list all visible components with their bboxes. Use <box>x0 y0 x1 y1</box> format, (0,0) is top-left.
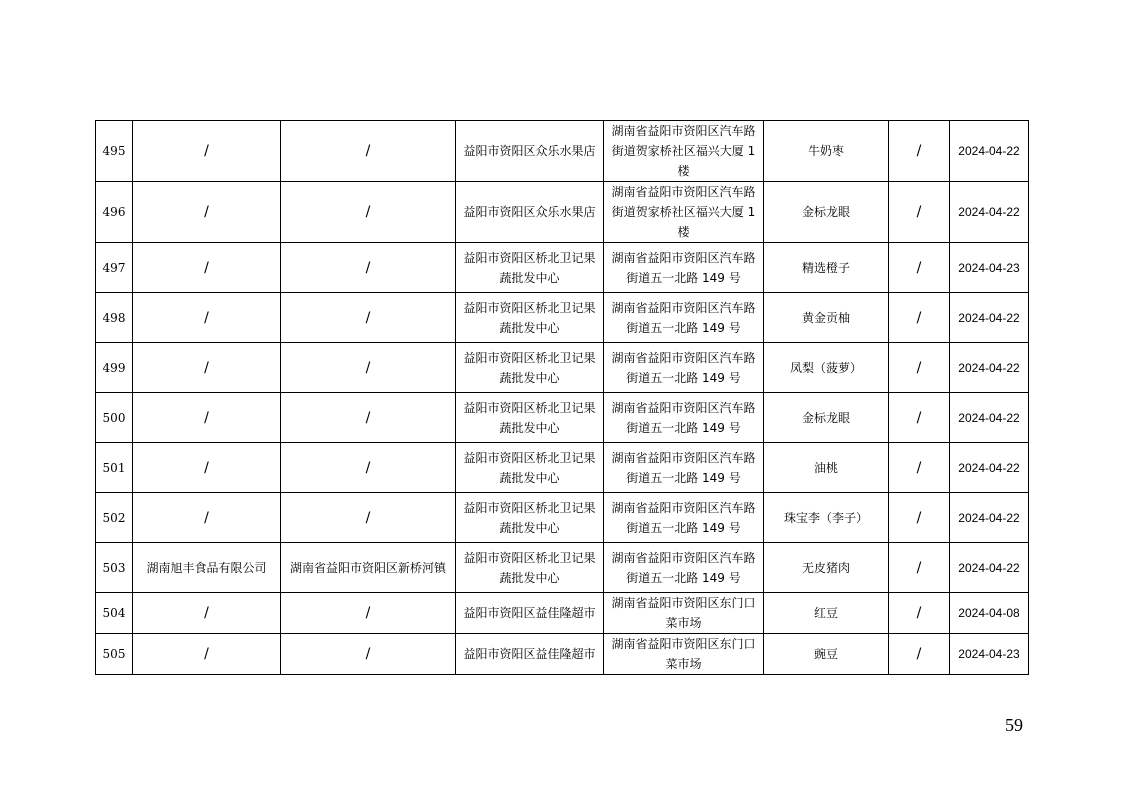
table-row <box>96 593 1029 634</box>
producer-name-cell: / <box>133 593 281 634</box>
specification-cell: / <box>889 121 950 182</box>
row-number-cell: 495 <box>96 121 133 182</box>
row-number-cell: 502 <box>96 493 133 543</box>
seller-name-cell: 益阳市资阳区桥北卫记果蔬批发中心 <box>456 343 604 393</box>
table-row <box>96 634 1029 675</box>
producer-name-cell: / <box>133 293 281 343</box>
specification-cell: / <box>889 343 950 393</box>
product-name-cell: 金标龙眼 <box>764 393 889 443</box>
seller-name-cell: 益阳市资阳区桥北卫记果蔬批发中心 <box>456 443 604 493</box>
producer-address-cell: / <box>281 443 456 493</box>
sampling-date-cell: 2024-04-22 <box>950 543 1029 593</box>
table-row <box>96 182 1029 243</box>
seller-name-cell: 益阳市资阳区桥北卫记果蔬批发中心 <box>456 493 604 543</box>
producer-name-cell: / <box>133 121 281 182</box>
producer-address-cell: / <box>281 634 456 675</box>
sampling-date-cell: 2024-04-23 <box>950 634 1029 675</box>
sampling-results-table <box>95 120 1029 675</box>
producer-address-cell: / <box>281 493 456 543</box>
seller-address-cell: 湖南省益阳市资阳区汽车路街道五一北路 149 号 <box>604 343 764 393</box>
seller-name-cell: 益阳市资阳区众乐水果店 <box>456 121 604 182</box>
product-name-cell: 油桃 <box>764 443 889 493</box>
producer-address-cell: / <box>281 121 456 182</box>
seller-address-cell: 湖南省益阳市资阳区东门口菜市场 <box>604 593 764 634</box>
seller-address-cell: 湖南省益阳市资阳区汽车路街道贺家桥社区福兴大厦 1 楼 <box>604 121 764 182</box>
producer-name-cell: / <box>133 493 281 543</box>
product-name-cell: 凤梨（菠萝） <box>764 343 889 393</box>
product-name-cell: 红豆 <box>764 593 889 634</box>
row-number-cell: 498 <box>96 293 133 343</box>
producer-name-cell: 湖南旭丰食品有限公司 <box>133 543 281 593</box>
sampling-date-cell: 2024-04-23 <box>950 243 1029 293</box>
seller-name-cell: 益阳市资阳区益佳隆超市 <box>456 634 604 675</box>
producer-address-cell: / <box>281 182 456 243</box>
producer-address-cell: 湖南省益阳市资阳区新桥河镇 <box>281 543 456 593</box>
seller-address-cell: 湖南省益阳市资阳区汽车路街道五一北路 149 号 <box>604 243 764 293</box>
product-name-cell: 无皮猪肉 <box>764 543 889 593</box>
sampling-date-cell: 2024-04-22 <box>950 121 1029 182</box>
seller-address-cell: 湖南省益阳市资阳区汽车路街道贺家桥社区福兴大厦 1 楼 <box>604 182 764 243</box>
producer-address-cell: / <box>281 393 456 443</box>
table-row <box>96 343 1029 393</box>
seller-name-cell: 益阳市资阳区桥北卫记果蔬批发中心 <box>456 543 604 593</box>
row-number-cell: 503 <box>96 543 133 593</box>
seller-name-cell: 益阳市资阳区桥北卫记果蔬批发中心 <box>456 293 604 343</box>
table-row <box>96 393 1029 443</box>
row-number-cell: 504 <box>96 593 133 634</box>
specification-cell: / <box>889 443 950 493</box>
seller-address-cell: 湖南省益阳市资阳区汽车路街道五一北路 149 号 <box>604 443 764 493</box>
row-number-cell: 501 <box>96 443 133 493</box>
specification-cell: / <box>889 493 950 543</box>
product-name-cell: 金标龙眼 <box>764 182 889 243</box>
producer-name-cell: / <box>133 182 281 243</box>
producer-name-cell: / <box>133 443 281 493</box>
specification-cell: / <box>889 543 950 593</box>
product-name-cell: 豌豆 <box>764 634 889 675</box>
table-row <box>96 543 1029 593</box>
specification-cell: / <box>889 393 950 443</box>
producer-address-cell: / <box>281 593 456 634</box>
producer-address-cell: / <box>281 343 456 393</box>
table-row <box>96 493 1029 543</box>
sampling-date-cell: 2024-04-22 <box>950 393 1029 443</box>
row-number-cell: 496 <box>96 182 133 243</box>
table-row <box>96 443 1029 493</box>
specification-cell: / <box>889 182 950 243</box>
specification-cell: / <box>889 634 950 675</box>
table-body <box>96 121 1029 675</box>
producer-name-cell: / <box>133 634 281 675</box>
seller-name-cell: 益阳市资阳区益佳隆超市 <box>456 593 604 634</box>
seller-address-cell: 湖南省益阳市资阳区汽车路街道五一北路 149 号 <box>604 393 764 443</box>
page-number: 59 <box>1005 715 1023 735</box>
specification-cell: / <box>889 593 950 634</box>
sampling-date-cell: 2024-04-22 <box>950 293 1029 343</box>
product-name-cell: 牛奶枣 <box>764 121 889 182</box>
producer-name-cell: / <box>133 393 281 443</box>
seller-name-cell: 益阳市资阳区桥北卫记果蔬批发中心 <box>456 243 604 293</box>
seller-address-cell: 湖南省益阳市资阳区汽车路街道五一北路 149 号 <box>604 293 764 343</box>
seller-address-cell: 湖南省益阳市资阳区东门口菜市场 <box>604 634 764 675</box>
seller-name-cell: 益阳市资阳区众乐水果店 <box>456 182 604 243</box>
sampling-date-cell: 2024-04-22 <box>950 343 1029 393</box>
row-number-cell: 499 <box>96 343 133 393</box>
seller-name-cell: 益阳市资阳区桥北卫记果蔬批发中心 <box>456 393 604 443</box>
product-name-cell: 精选橙子 <box>764 243 889 293</box>
product-name-cell: 黄金贡柚 <box>764 293 889 343</box>
row-number-cell: 505 <box>96 634 133 675</box>
specification-cell: / <box>889 243 950 293</box>
producer-address-cell: / <box>281 243 456 293</box>
producer-name-cell: / <box>133 343 281 393</box>
seller-address-cell: 湖南省益阳市资阳区汽车路街道五一北路 149 号 <box>604 543 764 593</box>
table-row <box>96 293 1029 343</box>
row-number-cell: 497 <box>96 243 133 293</box>
row-number-cell: 500 <box>96 393 133 443</box>
seller-address-cell: 湖南省益阳市资阳区汽车路街道五一北路 149 号 <box>604 493 764 543</box>
producer-name-cell: / <box>133 243 281 293</box>
sampling-date-cell: 2024-04-22 <box>950 182 1029 243</box>
table-row <box>96 121 1029 182</box>
producer-address-cell: / <box>281 293 456 343</box>
sampling-date-cell: 2024-04-22 <box>950 443 1029 493</box>
sampling-date-cell: 2024-04-08 <box>950 593 1029 634</box>
table-row <box>96 243 1029 293</box>
product-name-cell: 珠宝李（李子） <box>764 493 889 543</box>
sampling-date-cell: 2024-04-22 <box>950 493 1029 543</box>
specification-cell: / <box>889 293 950 343</box>
